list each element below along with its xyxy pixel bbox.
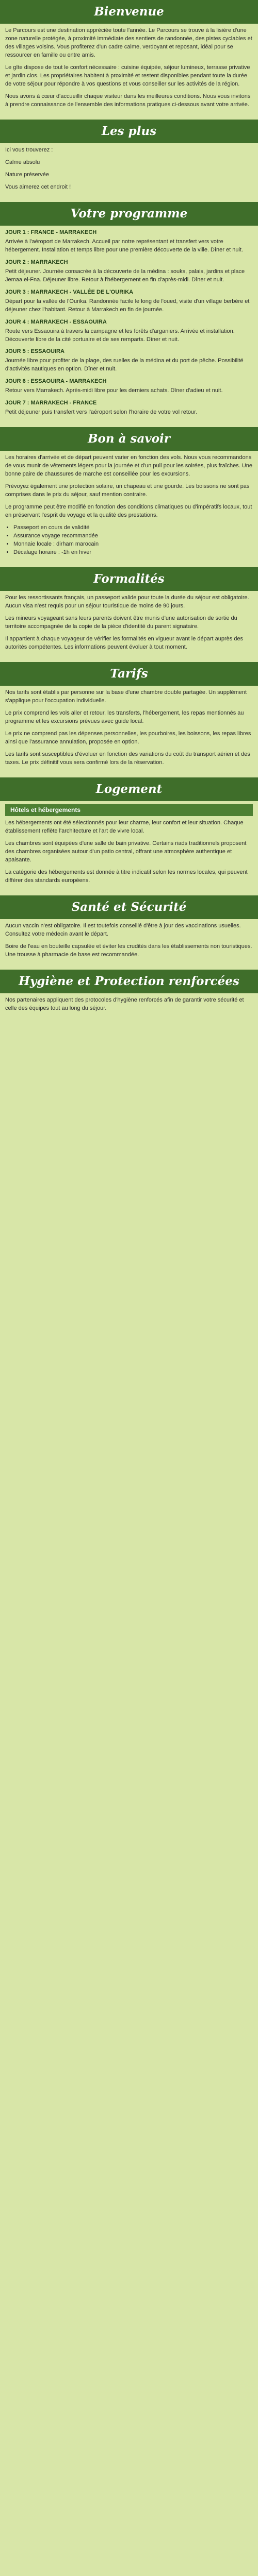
section-title: Logement	[0, 777, 258, 801]
program-day-text: Arrivée à l'aéroport de Marrakech. Accueil par notre représentant et transfert vers votre hébergement. Installation et temps libre pour une première découverte de la ville. Dîner et nuit.	[5, 239, 244, 253]
list-item: • Monnaie locale : dirham marocain	[13, 540, 253, 549]
section	[0, 662, 258, 777]
program-day-text: Petit déjeuner. Journée consacrée à la découverte de la médina : souks, palais, jardins et place Jemaa el-Fna. Déjeuner libre. Retour à l'hébergement en fin d'après-midi. Dîner et nuit.	[5, 268, 245, 283]
program-day-heading: JOUR 7 : MARRAKECH - FRANCE	[5, 400, 97, 406]
section-title: Formalités	[0, 567, 258, 591]
program-day-heading: JOUR 5 : ESSAOUIRA	[5, 348, 64, 355]
list-item: • Passeport en cours de validité	[13, 524, 253, 532]
section-title: Bon à savoir	[0, 427, 258, 451]
section-title: Les plus	[0, 120, 258, 143]
section-title: Tarifs	[0, 662, 258, 686]
program-day-heading: JOUR 3 : MARRAKECH - VALLÉE DE L'OURIKA	[5, 289, 134, 295]
section	[0, 202, 258, 427]
section	[0, 120, 258, 202]
paragraph: Nos partenaires appliquent des protocoles d'hygiène renforcés afin de garantir votre sécurité et celle des équipes tout au long du séjour.	[5, 997, 244, 1012]
section-title: Votre programme	[0, 202, 258, 226]
paragraph: Les tarifs sont susceptibles d'évoluer en fonction des variations du coût du transport aérien et des taxes. Le prix définitif vous sera confirmé lors de la réservation.	[5, 751, 250, 766]
program-day	[5, 229, 253, 255]
section-body	[0, 451, 258, 567]
paragraph: Aucun vaccin n'est obligatoire. Il est toutefois conseillé d'être à jour des vaccinations usuelles. Consultez votre médecin avant le départ.	[5, 923, 241, 938]
program-day	[5, 348, 253, 374]
program-day-text: Retour vers Marrakech. Après-midi libre pour les derniers achats. Dîner d'adieu et nuit.	[5, 387, 223, 394]
paragraph: Les mineurs voyageant sans leurs parents doivent être munis d'une autorisation de sortie du territoire accompagnée de la copie de la pièce d'identité du parent signataire.	[5, 615, 237, 630]
paragraph: Calme absolu	[5, 159, 40, 166]
list-item: • Décalage horaire : -1h en hiver	[13, 549, 253, 557]
section-body	[0, 24, 258, 119]
section-title: Bienvenue	[0, 0, 258, 24]
section-body	[0, 591, 258, 662]
section-body	[0, 993, 258, 1023]
list-item: • Assurance voyage recommandée	[13, 532, 253, 540]
paragraph: Le gîte dispose de tout le confort nécessaire : cuisine équipée, séjour lumineux, terrasse privative et jardin clos. Les propriétaires habitent à proximité et restent disponibles pendant toute la durée de votre séjour pour répondre à vos questions et vous conseiller sur les activités de la région.	[5, 64, 250, 87]
program-day	[5, 399, 253, 417]
paragraph: Nous avons à cœur d'accueillir chaque visiteur dans les meilleures conditions. Nous vous invitons à prendre connaissance de l'ensemble des informations pratiques ci-dessous avant votre arrivée.	[5, 93, 251, 108]
paragraph: Vous aimerez cet endroit !	[5, 183, 71, 190]
paragraph: Prévoyez également une protection solaire, un chapeau et une gourde. Les boissons ne sont pas comprises dans le prix du séjour, sauf mention contraire.	[5, 483, 250, 498]
program-day-heading: JOUR 1 : FRANCE - MARRAKECH	[5, 229, 97, 236]
program-day	[5, 289, 253, 314]
paragraph: Les chambres sont équipées d'une salle de bain privative. Certains riads traditionnels proposent des chambres organisées autour d'un patio central, offrant une atmosphère authentique et apaisante.	[5, 840, 247, 863]
paragraph: Les horaires d'arrivée et de départ peuvent varier en fonction des vols. Nous vous recommandons de vous munir de vêtements légers pour la journée et d'un pull pour les soirées, plus fraîches. Une bonne paire de chaussures de marche est conseillée pour les excursions.	[5, 454, 253, 478]
section-body	[0, 143, 258, 202]
program-day-heading: JOUR 2 : MARRAKECH	[5, 259, 68, 266]
program-day-heading: JOUR 6 : ESSAOUIRA - MARRAKECH	[5, 378, 107, 385]
paragraph: Les hébergements ont été sélectionnés pour leur charme, leur confort et leur situation. Chaque établissement reflète l'architecture et l'art de vivre local.	[5, 820, 244, 835]
program-day-heading: JOUR 4 : MARRAKECH - ESSAOUIRA	[5, 318, 107, 325]
section-title: Santé et Sécurité	[0, 895, 258, 919]
section	[0, 895, 258, 970]
section-title: Hygiène et Protection renforcées	[0, 970, 258, 993]
program-day	[5, 259, 253, 284]
paragraph: Le prix ne comprend pas les dépenses personnelles, les pourboires, les boissons, les repas libres ainsi que l'assurance annulation, proposée en option.	[5, 730, 251, 745]
section	[0, 0, 258, 120]
program-day-text: Journée libre pour profiter de la plage, des ruelles de la médina et du port de pêche. Possibilité d'activités nautiques en option. Dîner et nuit.	[5, 358, 244, 372]
section-body	[0, 919, 258, 970]
section	[0, 567, 258, 662]
paragraph: Nature préservée	[5, 172, 49, 178]
paragraph: Pour les ressortissants français, un passeport valide pour toute la durée du séjour est obligatoire. Aucun visa n'est requis pour un séjour touristique de moins de 90 jours.	[5, 595, 249, 609]
paragraph: Le Parcours est une destination appréciée toute l'année. Le Parcours se trouve à la lisière d'une zone naturelle protégée, à proximité immédiate des sentiers de randonnée, des pistes cyclables et des villages voisins. Vous profiterez d'un cadre calme, verdoyant et reposant, idéal pour se ressourcer en famille ou entre amis.	[5, 27, 252, 59]
section	[0, 970, 258, 1023]
program-day-text: Départ pour la vallée de l'Ourika. Randonnée facile le long de l'oued, visite d'un village berbère et déjeuner chez l'habitant. Retour à Marrakech en fin de journée.	[5, 298, 250, 313]
paragraph: Le prix comprend les vols aller et retour, les transferts, l'hébergement, les repas mentionnés au programme et les excursions prévues avec guide local.	[5, 709, 244, 724]
paragraph: Ici vous trouverez :	[5, 147, 53, 154]
paragraph: Boire de l'eau en bouteille capsulée et éviter les crudités dans les établissements non touristiques. Une trousse à pharmacie de base est recommandée.	[5, 943, 252, 958]
subsection-title: Hôtels et hébergements	[5, 804, 253, 816]
program-day-text: Route vers Essaouira à travers la campagne et les forêts d'arganiers. Arrivée et installation. Découverte libre de la cité portuaire et de ses remparts. Dîner et nuit.	[5, 328, 235, 343]
section	[0, 427, 258, 567]
section-body	[0, 686, 258, 777]
paragraph: Nos tarifs sont établis par personne sur la base d'une chambre double partagée. Un supplément s'applique pour l'occupation individuelle.	[5, 689, 247, 704]
paragraph: Il appartient à chaque voyageur de vérifier les formalités en vigueur avant le départ auprès des autorités compétentes. Les informations peuvent évoluer à tout moment.	[5, 635, 244, 650]
paragraph: La catégorie des hébergements est donnée à titre indicatif selon les normes locales, qui peuvent différer des standards européens.	[5, 869, 248, 884]
page	[0, 0, 258, 1023]
program-day	[5, 318, 253, 344]
bullet-list	[5, 524, 253, 557]
section-body	[0, 801, 258, 895]
section-body	[0, 226, 258, 427]
section	[0, 777, 258, 895]
program-day	[5, 378, 253, 395]
program-day-text: Petit déjeuner puis transfert vers l'aéroport selon l'horaire de votre vol retour.	[5, 409, 198, 416]
paragraph: Le programme peut être modifié en fonction des conditions climatiques ou d'impératifs locaux, tout en préservant l'esprit du voyage et la qualité des prestations.	[5, 504, 252, 518]
